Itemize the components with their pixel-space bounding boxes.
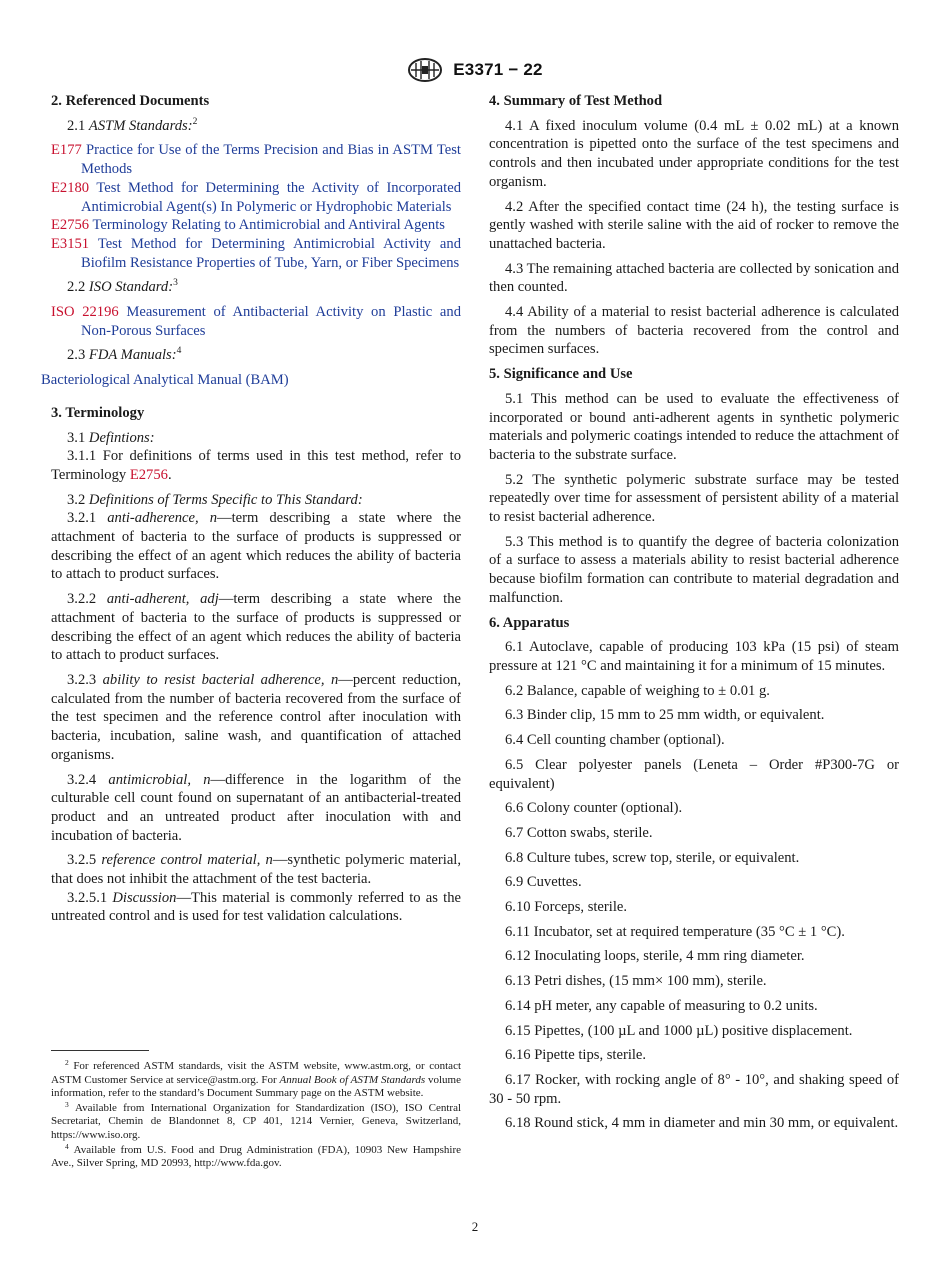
section-3-1-1: 3.1.1 For definitions of terms used in this test method, refer to Terminology E2756.	[51, 448, 461, 483]
section-4-heading: 4. Summary of Test Method	[489, 93, 663, 109]
apparatus-6-17: 6.17 Rocker, with rocking angle of 8° - 10°, and shaking speed of 30 - 50 rpm.	[489, 1071, 899, 1107]
apparatus-6-5: 6.5 Clear polyester panels (Leneta – Order #P300-7G or equivalent)	[489, 756, 899, 792]
section-2-3-title: 2.3 FDA Manuals:$^4$	[67, 346, 182, 364]
apparatus-6-3: 6.3 Binder clip, 15 mm to 25 mm width, or equivalent.	[505, 707, 825, 724]
apparatus-6-4: 6.4 Cell counting chamber (optional).	[505, 732, 725, 749]
apparatus-6-10: 6.10 Forceps, sterile.	[505, 899, 627, 916]
page-header	[0, 55, 950, 85]
paragraph-4-4: 4.4 Ability of a material to resist bacterial adherence is calculated from the numbers of bacteria recovered from the control and specimen surfaces.	[489, 304, 899, 358]
apparatus-6-15: 6.15 Pipettes, (100 µL and 1000 µL) positive displacement.	[505, 1022, 853, 1039]
section-3-1-title: 3.1 Defintions:	[67, 429, 155, 446]
standard-designation: E3371 − 22	[453, 60, 543, 79]
definition-3-2-2: 3.2.2 anti-adherent, adj—term describing a state where the attachment of bacteria to the surface of products is suppressed or describing the effect of an agent which reduces the ability of bacteria to attach to product surfaces.	[51, 591, 462, 664]
definition-3-2-1: 3.2.1 anti-adherence, n—term describing a state where the attachment of bacteria to the surface of products is suppressed or describing the effect of an agent which reduces the ability of bacteria to attach to product surfaces.	[51, 510, 461, 583]
reference-bam-manual[interactable]: Bacteriological Analytical Manual (BAM)	[41, 372, 289, 389]
apparatus-6-8: 6.8 Culture tubes, screw top, sterile, or equivalent.	[505, 849, 800, 866]
footnote-divider	[51, 1050, 149, 1051]
section-6-heading: 6. Apparatus	[489, 614, 570, 631]
paragraph-4-1: 4.1 A fixed inoculum volume (0.4 mL ± 0.02 mL) at a known concentration is pipetted onto the surface of the test specimens and controls and then incubated under appropriate conditions for the test organism.	[489, 117, 899, 190]
paragraph-4-2: 4.2 After the specified contact time (24 h), the testing surface is gently washed with sterile saline with the aid of rocker to remove the unattached bacteria.	[489, 198, 899, 252]
left-column	[41, 92, 462, 932]
section-5-heading: 5. Significance and Use	[489, 366, 633, 383]
apparatus-6-12: 6.12 Inoculating loops, sterile, 4 mm ring diameter.	[505, 948, 805, 965]
apparatus-6-11: 6.11 Incubator, set at required temperature (35 °C ± 1 °C).	[505, 923, 845, 940]
footnote-4: $^4$ Available from U.S. Food and Drug Administration (FDA), 10903 New Hampshire Ave., Silver Spring, MD 20993, http://www.fda.gov.	[51, 1141, 461, 1170]
paragraph-5-3: 5.3 This method is to quantify the degree of bacteria colonization of a surface to assess a materials ability to resist bacterial adherence because biofilm formation can contribute to material degradation and malfunction.	[489, 533, 899, 606]
footnotes	[51, 1060, 461, 1172]
terminology-link-e2756[interactable]: E2756	[129, 466, 168, 483]
definition-3-2-5: 3.2.5 reference control material, n—synthetic polymeric material, that does not inhibit the attachment of the test bacteria.	[51, 852, 462, 888]
reference-e177[interactable]: E177 Practice for Use of the Terms Precision and Bias in ASTM Test Methods	[51, 142, 461, 178]
section-3-heading: 3. Terminology	[51, 404, 145, 421]
astm-reference-list	[51, 141, 461, 272]
apparatus-6-13: 6.13 Petri dishes, (15 mm× 100 mm), sterile.	[505, 973, 767, 990]
section-3-2-title: 3.2 Definitions of Terms Specific to This Standard:	[67, 491, 363, 508]
apparatus-6-6: 6.6 Colony counter (optional).	[505, 800, 683, 817]
apparatus-6-9: 6.9 Cuvettes.	[505, 874, 582, 891]
apparatus-6-14: 6.14 pH meter, any capable of measuring to 0.2 units.	[505, 997, 818, 1014]
paragraph-5-2: 5.2 The synthetic polymeric substrate surface may be tested repeatedly over time for assessment of persistent ability of a material to resist bacterial adherence.	[489, 471, 899, 526]
reference-e2756[interactable]: E2756 Terminology Relating to Antimicrobial and Antiviral Agents	[51, 217, 445, 234]
apparatus-6-18: 6.18 Round stick, 4 mm in diameter and min 30 mm, or equivalent.	[505, 1115, 899, 1132]
section-2-2-title: 2.2 ISO Standard:$^3$	[67, 278, 178, 296]
paragraph-4-3: 4.3 The remaining attached bacteria are collected by sonication and then counted.	[489, 260, 899, 296]
apparatus-6-16: 6.16 Pipette tips, sterile.	[505, 1047, 647, 1064]
apparatus-6-2: 6.2 Balance, capable of weighing to ± 0.01 g.	[505, 682, 770, 699]
definition-3-2-4: 3.2.4 antimicrobial, n—difference in the logarithm of the culturable cell count found on supernatant of an antibacterial-treated product and an untreated product after inoculation with and incubation of bacteria.	[51, 771, 462, 844]
discussion-3-2-5-1: 3.2.5.1 Discussion—This material is commonly referred to as the untreated control and is used for test validation calculations.	[51, 889, 461, 925]
footnote-3: $^3$ Available from International Organization for Standardization (ISO), ISO Central Secretariat, Chemin de Blandonnet 8, CP 401, 1214 Vernier, Geneva, Switzerland, https://www.iso.org.	[51, 1099, 462, 1141]
footnote-2: $^2$ For referenced ASTM standards, visit the ASTM website, www.astm.org, or contact ASTM Customer Service at service@astm.org. For Annual Book of ASTM Standards volume information, refer to the standard’s Document Summary page on the ASTM website.	[51, 1058, 462, 1100]
reference-iso-22196[interactable]: ISO 22196 Measurement of Antibacterial Activity on Plastic and Non-Porous Surfaces	[51, 304, 461, 339]
reference-e3151[interactable]: E3151 Test Method for Determining Antimicrobial Activity and Biofilm Resistance Properties of Tube, Yarn, or Fiber Specimens	[51, 235, 461, 271]
right-column	[489, 92, 899, 1139]
page-number: 2	[471, 1219, 479, 1234]
section-2-1-title: 2.1 ASTM Standards:$^2$	[67, 116, 198, 134]
apparatus-6-7: 6.7 Cotton swabs, sterile.	[505, 824, 653, 841]
section-2-heading: 2. Referenced Documents	[51, 93, 210, 109]
astm-logo-icon	[407, 57, 443, 83]
definition-3-2-3: 3.2.3 ability to resist bacterial adherence, n—percent reduction, calculated from the number of bacteria recovered from the surface of the test specimen and the reference control after inoculation with bacteria, incubation, saline wash, and quantification of attached organisms.	[51, 671, 461, 763]
reference-e2180[interactable]: E2180 Test Method for Determining the Activity of Incorporated Antimicrobial Agent(s) In Polymeric or Hydrophobic Materials	[51, 179, 461, 215]
apparatus-6-1: 6.1 Autoclave, capable of producing 103 kPa (15 psi) of steam pressure at 121 °C and maintaining it for a minimum of 15 minutes.	[489, 639, 899, 674]
paragraph-5-1: 5.1 This method can be used to evaluate the effectiveness of incorporated or bound anti-adherent agents in synthetic polymeric materials and polymeric coatings intended to reduce the attachment of bacteria to the substrate surface.	[489, 390, 899, 463]
